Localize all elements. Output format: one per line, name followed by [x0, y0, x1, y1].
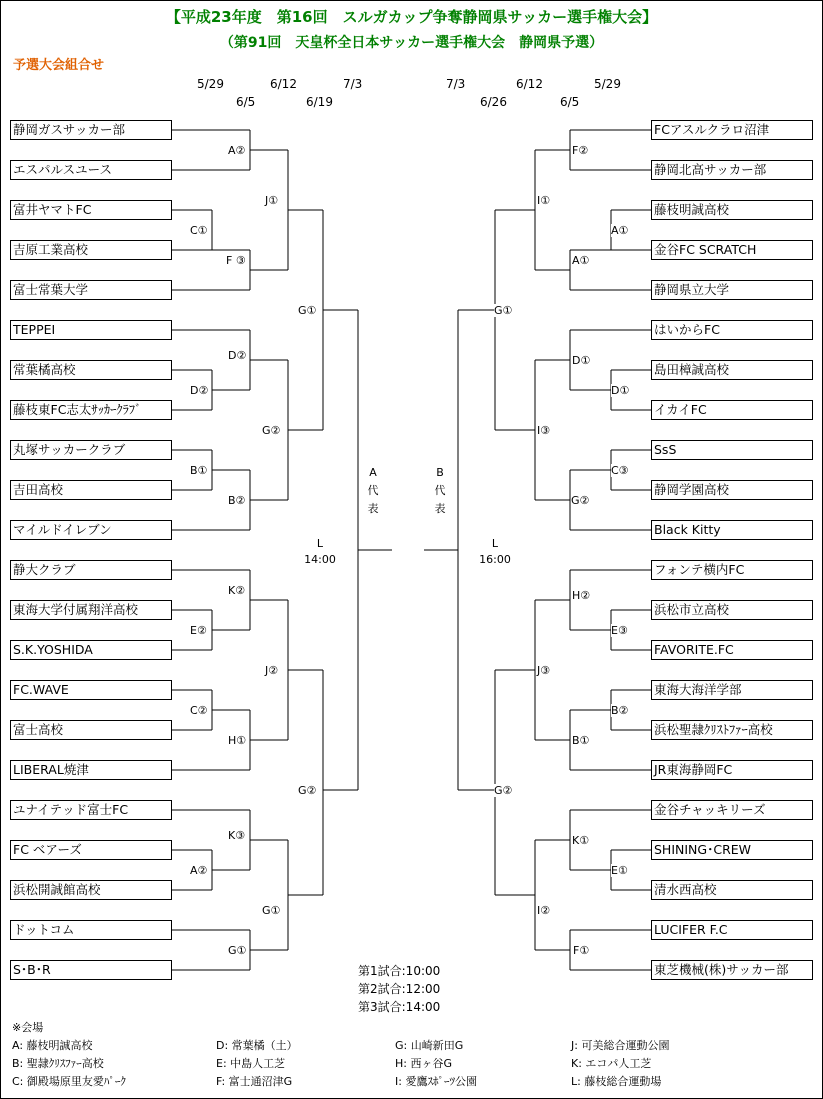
team-box: イカイFC — [651, 400, 813, 420]
game-label: G② — [571, 494, 590, 507]
team-box: エスパルスユース — [10, 160, 172, 180]
final-right-time: 16:00 — [479, 553, 511, 566]
team-box: FC.WAVE — [10, 680, 172, 700]
game-label: B① — [190, 464, 208, 477]
team-box: 静岡学園高校 — [651, 480, 813, 500]
venue-item: I: 愛鷹ｽﾎﾟｰﾂ公園 — [395, 1075, 477, 1088]
game-label: E② — [190, 624, 207, 637]
game-label: D② — [228, 349, 247, 362]
game-label: G① — [262, 904, 281, 917]
venue-item: L: 藤枝総合運動場 — [571, 1075, 662, 1088]
team-box: Black Kitty — [651, 520, 813, 540]
team-box: TEPPEI — [10, 320, 172, 340]
team-box: 丸塚サッカークラブ — [10, 440, 172, 460]
game-label: F ③ — [226, 254, 246, 267]
team-box: SHINING･CREW — [651, 840, 813, 860]
team-box: FAVORITE.FC — [651, 640, 813, 660]
team-box: はいからFC — [651, 320, 813, 340]
game-label: G① — [494, 304, 513, 317]
venue-item: K: エコパ人工芝 — [571, 1057, 652, 1070]
team-box: 浜松開誠館高校 — [10, 880, 172, 900]
game-label: H② — [572, 589, 591, 602]
game-label: G① — [298, 304, 317, 317]
time-1: 第1試合:10:00 — [358, 964, 441, 978]
date-left-r1: 5/29 — [197, 77, 224, 91]
date-left-r3: 6/12 — [270, 77, 297, 91]
team-box: 金谷チャッキリーズ — [651, 800, 813, 820]
team-box: LIBERAL焼津 — [10, 760, 172, 780]
game-label: D① — [572, 354, 591, 367]
team-box: 浜松聖隷ｸﾘｽﾄﾌｧｰ高校 — [651, 720, 813, 740]
team-box: SsS — [651, 440, 813, 460]
a-rep-char: 代 — [367, 484, 379, 497]
team-box: 静岡県立大学 — [651, 280, 813, 300]
game-label: G② — [262, 424, 281, 437]
venue-item: C: 御殿場原里友愛ﾊﾟｰｸ — [12, 1075, 126, 1088]
team-box: 清水西高校 — [651, 880, 813, 900]
team-box: LUCIFER F.C — [651, 920, 813, 940]
game-label: F② — [572, 144, 589, 157]
venue-item: B: 聖隷ｸﾘｽﾌｧｰ高校 — [12, 1057, 104, 1070]
a-rep-char: A — [369, 466, 377, 479]
team-box: 富士常葉大学 — [10, 280, 172, 300]
game-label: I② — [537, 904, 551, 917]
venue-item: J: 可美総合運動公園 — [571, 1039, 670, 1052]
team-box: 金谷FC SCRATCH — [651, 240, 813, 260]
section-label: 予選大会組合せ — [13, 58, 105, 73]
team-box: 藤枝明誠高校 — [651, 200, 813, 220]
team-box: ドットコム — [10, 920, 172, 940]
page-subtitle: （第91回 天皇杯全日本サッカー選手権大会 静岡県予選） — [219, 35, 604, 51]
time-3: 第3試合:14:00 — [358, 1000, 441, 1014]
team-box: 富井ヤマトFC — [10, 200, 172, 220]
team-box: マイルドイレブン — [10, 520, 172, 540]
venue-item: G: 山崎新田G — [395, 1039, 464, 1052]
game-label: G② — [298, 784, 317, 797]
date-left-r4: 6/19 — [306, 95, 333, 109]
date-right-r1: 5/29 — [594, 77, 621, 91]
team-box: FC ベアーズ — [10, 840, 172, 860]
venue-legend-title: ※会場 — [12, 1021, 44, 1034]
game-label: A② — [228, 144, 246, 157]
team-box: S･B･R — [10, 960, 172, 980]
final-left-venue: L — [316, 537, 324, 550]
team-box: 吉原工業高校 — [10, 240, 172, 260]
b-rep-char: 表 — [434, 502, 446, 515]
game-label: E① — [611, 864, 628, 877]
game-label: K② — [228, 584, 246, 597]
date-right-r3: 6/12 — [516, 77, 543, 91]
final-left-time: 14:00 — [304, 553, 336, 566]
venue-item: H: 西ヶ谷G — [395, 1057, 452, 1070]
team-box: 静大クラブ — [10, 560, 172, 580]
a-rep-char: 表 — [367, 502, 379, 515]
game-label: K① — [572, 834, 590, 847]
venue-item: A: 藤枝明誠高校 — [12, 1039, 93, 1052]
game-label: C③ — [611, 464, 629, 477]
game-label: D① — [611, 384, 630, 397]
date-right-r5: 7/3 — [446, 77, 466, 91]
game-label: K③ — [228, 829, 246, 842]
team-box: フォンテ横内FC — [651, 560, 813, 580]
game-label: F① — [573, 944, 590, 957]
game-label: I③ — [537, 424, 551, 437]
game-label: I① — [537, 194, 551, 207]
game-label: G② — [494, 784, 513, 797]
team-box: 藤枝東FC志太ｻｯｶｰｸﾗﾌﾞ — [10, 400, 172, 420]
game-label: G① — [228, 944, 247, 957]
team-box: 吉田高校 — [10, 480, 172, 500]
team-box: 東芝機械(株)サッカー部 — [651, 960, 813, 980]
date-right-r4: 6/26 — [480, 95, 507, 109]
team-box: 常葉橘高校 — [10, 360, 172, 380]
b-rep-char: 代 — [434, 484, 446, 497]
team-box: 東海大海洋学部 — [651, 680, 813, 700]
team-box: S.K.YOSHIDA — [10, 640, 172, 660]
game-label: C① — [190, 224, 208, 237]
team-box: JR東海静岡FC — [651, 760, 813, 780]
game-label: H① — [228, 734, 247, 747]
date-left-r2: 6/5 — [236, 95, 256, 109]
time-2: 第2試合:12:00 — [358, 982, 441, 996]
team-box: 島田樟誠高校 — [651, 360, 813, 380]
b-rep-char: B — [436, 466, 444, 479]
date-left-r5: 7/3 — [343, 77, 363, 91]
game-label: A① — [572, 254, 590, 267]
team-box: FCアスルクラロ沼津 — [651, 120, 813, 140]
final-right-venue: L — [491, 537, 499, 550]
venue-item: D: 常葉橘（土） — [216, 1039, 298, 1052]
page-title: 【平成23年度 第16回 スルガカップ争奪静岡県サッカー選手権大会】 — [165, 8, 658, 26]
game-label: D② — [190, 384, 209, 397]
game-label: A② — [190, 864, 208, 877]
game-label: C② — [190, 704, 208, 717]
venue-item: E: 中島人工芝 — [216, 1057, 286, 1070]
team-box: 東海大学付属翔洋高校 — [10, 600, 172, 620]
venue-item: F: 富士通沼津G — [216, 1075, 293, 1088]
game-label: J② — [265, 664, 279, 677]
team-box: 静岡北高サッカー部 — [651, 160, 813, 180]
team-box: 静岡ガスサッカー部 — [10, 120, 172, 140]
game-label: E③ — [611, 624, 628, 637]
team-box: 浜松市立高校 — [651, 600, 813, 620]
game-label: A① — [611, 224, 629, 237]
team-box: ユナイテッド富士FC — [10, 800, 172, 820]
game-label: B① — [572, 734, 590, 747]
game-label: B② — [228, 494, 246, 507]
game-label: B② — [611, 704, 629, 717]
team-box: 富士高校 — [10, 720, 172, 740]
date-right-r2: 6/5 — [560, 95, 580, 109]
game-label: J① — [265, 194, 279, 207]
game-label: J③ — [537, 664, 551, 677]
